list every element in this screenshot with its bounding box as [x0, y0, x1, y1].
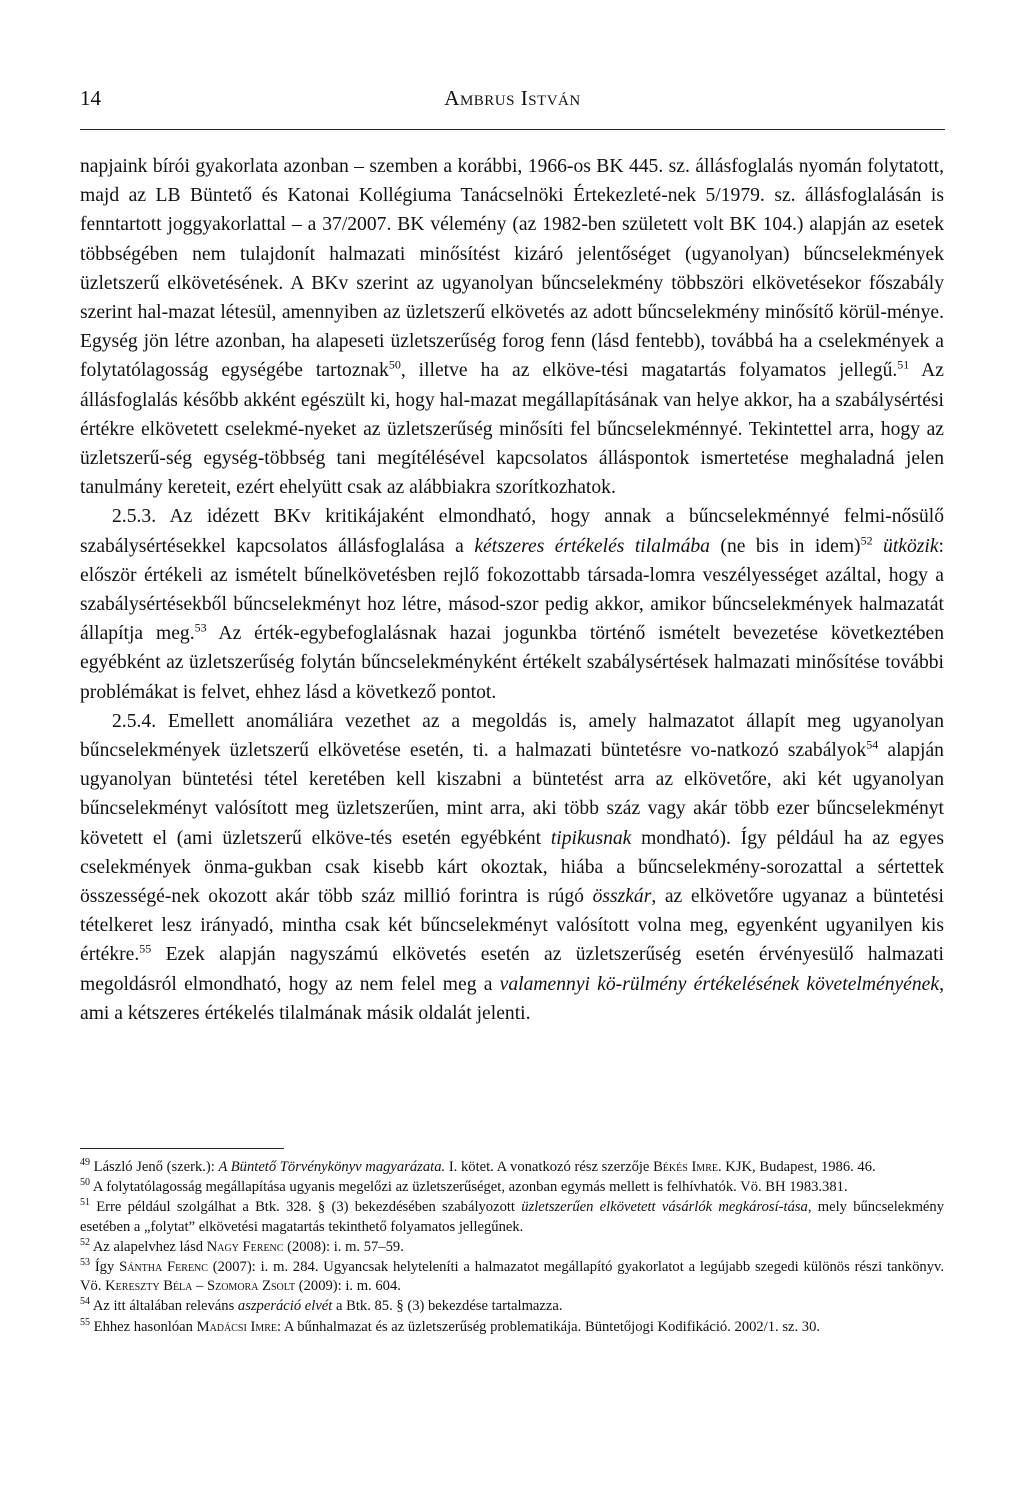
- footnote-55: $^{55}$ Ehhez hasonlóan Madácsi Imre: A bűnhalmazat és az üzletszerűség problematikája. Büntetőjogi Kodifikáció. 2002/1. sz. 30.: [80, 1316, 821, 1335]
- footnote-ref-55[interactable]: 55: [139, 941, 152, 956]
- footnote-52: $^{52}$ Az alapelvhez lásd Nagy Ferenc (2008): i. m. 57–59.: [80, 1236, 404, 1255]
- footnote-ref-51[interactable]: 51: [897, 357, 910, 372]
- footnote-ref-50[interactable]: 50: [388, 357, 401, 372]
- footnote-ref-54[interactable]: 54: [866, 737, 879, 752]
- footnote-50: $^{50}$ A folytatólagosság megállapítása ugyanis megelőzi az üzletszerűséget, azonban egymás mellett is felhívhatók. Vö. BH 1983.381.: [80, 1177, 848, 1196]
- footnote-ref-52[interactable]: 52: [860, 533, 873, 548]
- main-text: [80, 152, 944, 1028]
- paragraph-1: napjaink bírói gyakorlata azonban – szemben a korábbi, 1966-os BK 445. sz. állásfoglalás nyomán folytatott, majd az LB Büntető és Katonai Kollégiuma Tanácselnöki Értekezleté-nek 5/1979. sz. állásfoglalásán is fenntartott joggyakorlattal – a 37/2007. BK vélemény (az 1982-ben született volt BK 104.) alapján az esetek többségében nem tulajdonít halmazati minősítést kizáró jelentőséget (ugyanolyan) bűncselekmények üzletszerű elkövetésének. A BKv szerint az ugyanolyan bűncselekmény többszöri elkövetésekor főszabály szerint hal-mazat létesül, amennyiben az üzletszerű elkövetés az adott bűncselekmény minősítő körül-ménye. Egység jön létre azonban, ha alapeseti üzletszerűség forog fenn (lásd fentebb), továbbá ha a cselekmények a folytatólagosság egységébe tartoznak$^{50}$, illetve ha az elköve-tési magatartás folyamatos jellegű.$^{51}$ Az állásfoglalás később akként egészült ki, hogy hal-mazat megállapításának van helye akkor, ha a szabálysértési értékre elkövetett cselekmé-nyeket az üzletszerűség minősíti fel bűncselekménnyé. Tekintettel arra, hogy az üzletszerű-ség egység-többség tani megítélésével kapcsolatos álláspontok ismertetése meghaladná jelen tanulmány kereteit, ezért ehelyütt csak az alábbiakra szorítkozhatok.: [80, 156, 944, 499]
- footnote-51: $^{51}$ Erre például szolgálhat a Btk. 328. § (3) bekezdésében szabályozott üzletszerűen elkövetett vásárlók megkárosí-tása, mely bűncselekmény esetében a „folytat” elkövetési magatartás tekinthető folyamatos jellegűnek.: [80, 1197, 944, 1235]
- footnotes: [80, 1158, 944, 1338]
- paragraph-2-5-4: 2.5.4. Emellett anomáliára vezethet az a megoldás is, amely halmazatot állapít meg ugyanolyan bűncselekmények üzletszerű elkövetése esetén, ti. a halmazati büntetésre vo-natkozó szabályok$^{54}$ alapján ugyanolyan büntetési tétel keretében kell kiszabni a büntetést arra az elkövetőre, aki két ugyanolyan bűncselekményt valósított meg üzletszerűen, mint arra, aki több száz vagy akár több ezer bűncselekményt követett el (ami üzletszerű elköve-tés esetén egyébként tipikusnak mondható). Így például ha az egyes cselekmények önma-gukban csak kisebb kárt okoztak, hiába a bűncselekmény-sorozattal a sértettek összességé-nek okozott akár több száz millió forintra is rúgó összkár, az elkövetőre ugyanaz a büntetési tételkeret lesz irányadó, mintha csak két bűncselekményt valósított volna meg, egyenként ugyanilyen kis értékre.$^{55}$ Ezek alapján nagyszámú elkövetés esetén az üzletszerűség esetén érvényesülő halmazati megoldásról elmondható, hogy az nem felel meg a valamennyi kö-rülmény értékelésének követelményének, ami a kétszeres értékelés tilalmának másik oldalát jelenti.: [80, 710, 944, 1024]
- running-author: Ambrus István: [444, 86, 581, 110]
- paragraph-2-5-3: 2.5.3. Az idézett BKv kritikájaként elmondható, hogy annak a bűncselekménnyé felmi-nősülő szabálysértésekkel kapcsolatos állásfoglalása a kétszeres értékelés tilalmába (ne bis in idem)$^{52}$ ütközik: először értékeli az ismételt bűnelkövetésben rejlő fokozottabb társada-lomra veszélyességet azáltal, hogy a szabálysértésekből bűncselekményt hoz létre, másod-szor pedig akkor, amikor bűncselekmények halmazatát állapítja meg.$^{53}$ Az érték-egybefoglalásnak hazai jogunkba történő ismételt bevezetése következtében egyébként az üzletszerűség folytán bűncselekményként értékelt szabálysértések halmazati minősítése további problémákat is felvet, ehhez lásd a következő pontot.: [80, 506, 944, 703]
- footnote-54: $^{54}$ Az itt általában releváns aszperáció elvét a Btk. 85. § (3) bekezdése tartalmazza.: [80, 1296, 563, 1315]
- header-rule: [80, 129, 945, 130]
- footnote-53: $^{53}$ Így Sántha Ferenc (2007): i. m. 284. Ugyancsak helyteleníti a halmazatot megállapító gyakorlatot a legújabb szegedi különös részi tankönyv. Vö. Kereszty Béla – Szomora Zsolt (2009): i. m. 604.: [80, 1257, 944, 1295]
- page-number: 14: [80, 86, 101, 110]
- running-header: [80, 86, 945, 116]
- footnote-49: $^{49}$ László Jenő (szerk.): A Büntető Törvénykönyv magyarázata. I. kötet. A vonatkozó rész szerzője Békés Imre. KJK, Budapest, 1986. 46.: [80, 1157, 876, 1175]
- footnote-rule: [80, 1148, 284, 1149]
- footnote-ref-53[interactable]: 53: [194, 620, 207, 635]
